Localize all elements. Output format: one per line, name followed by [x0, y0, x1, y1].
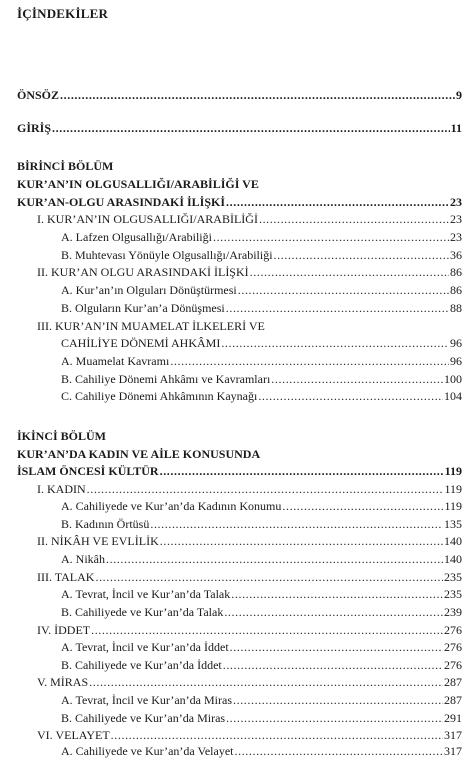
toc-entry-title: A. Tevrat, İncil ve Kur’an’da Talak	[61, 587, 231, 601]
toc-page-number: 140	[444, 534, 462, 548]
toc-entry	[37, 674, 462, 690]
dot-leader	[231, 586, 443, 602]
toc-page-number: 104	[444, 389, 462, 403]
toc-entry-title: I. KUR’AN’IN OLGUSALLIĞI/ARABİLİĞİ	[37, 212, 258, 226]
toc-entry-title: II. KUR’AN OLGU ARASINDAKİ İLİŞKİ	[37, 265, 249, 279]
toc-page-number: 23	[450, 195, 462, 209]
toc-entry	[61, 551, 462, 567]
toc-entry	[61, 604, 462, 620]
dot-leader	[271, 371, 443, 387]
toc-page-number: 36	[450, 248, 462, 262]
toc-page-number: 9	[456, 88, 462, 102]
toc-entry-title: A. Tevrat, İncil ve Kur’an’da İddet	[61, 640, 229, 654]
toc-entry-giris	[17, 120, 462, 136]
toc-entry-title: ÖNSÖZ	[17, 88, 60, 102]
toc-page-number: 291	[444, 711, 462, 725]
dot-leader	[226, 710, 443, 726]
dot-leader	[60, 87, 455, 103]
toc-entry-title: A. Muamelat Kavramı	[61, 354, 170, 368]
dot-leader	[106, 551, 443, 567]
toc-page-number: 140	[444, 552, 462, 566]
toc-entry	[37, 481, 462, 497]
toc-page-number: 317	[444, 744, 462, 758]
toc-page-number: 276	[444, 623, 462, 637]
toc-entry-title: II. NİKÂH VE EVLİLİK	[37, 534, 159, 548]
toc-entry	[61, 498, 462, 514]
dot-leader	[230, 639, 443, 655]
toc-entry-title: B. Cahiliyede ve Kur’an’da İddet	[61, 658, 222, 672]
dot-leader	[111, 727, 443, 743]
toc-page-number: 287	[444, 693, 462, 707]
toc-entry	[61, 335, 462, 351]
toc-entry-title: C. Cahiliye Dönemi Ahkâmının Kaynağı	[61, 389, 258, 403]
toc-entry-title: A. Lafzen Olgusallığı/Arabiliği	[61, 230, 212, 244]
toc-entry	[37, 264, 462, 280]
toc-entry-title: İSLAM ÖNCESİ KÜLTÜR	[17, 464, 159, 478]
toc-entry-title: A. Nikâh	[61, 552, 105, 566]
toc-entry-title: B. Cahiliyede ve Kur’an’da Miras	[61, 711, 226, 725]
toc-entry	[61, 371, 462, 387]
toc-entry-title: A. Cahiliyede ve Kur’an’da Velayet	[61, 744, 234, 758]
toc-page-number: 135	[444, 517, 462, 531]
toc-entry-title: B. Cahiliyede ve Kur’an’da Talak	[61, 605, 224, 619]
toc-entry	[61, 247, 462, 263]
toc-entry	[61, 639, 462, 655]
dot-leader	[170, 353, 449, 369]
toc-entry-title: A. Kur’an’ın Olguları Dönüştürmesi	[61, 283, 237, 297]
part-label: BİRİNCİ BÖLÜM	[17, 159, 114, 173]
toc-entry-title: V. MİRAS	[37, 675, 89, 689]
toc-entry-title: B. Kadının Örtüsü	[61, 517, 150, 531]
dot-leader	[213, 229, 449, 245]
dot-leader	[282, 498, 443, 514]
toc-entry	[61, 586, 462, 602]
dot-leader	[91, 622, 443, 638]
toc-entry-title: GİRİŞ	[17, 121, 52, 135]
toc-entry	[61, 388, 462, 404]
dot-leader	[224, 604, 443, 620]
toc-entry	[37, 211, 462, 227]
toc-entry	[37, 727, 462, 743]
dot-leader	[226, 300, 449, 316]
dot-leader	[233, 692, 443, 708]
toc-entry-title: CAHİLİYE DÖNEMİ AHKÂMI	[61, 336, 221, 350]
toc-entry	[61, 353, 462, 369]
dot-leader	[259, 211, 449, 227]
toc-page-number: 276	[444, 658, 462, 672]
toc-entry	[61, 282, 462, 298]
dot-leader	[95, 569, 443, 585]
toc-page-number: 317	[444, 728, 462, 742]
toc-entry-title: KUR’AN-OLGU ARASINDAKİ İLİŞKİ	[17, 195, 226, 209]
toc-page-number: 86	[450, 283, 462, 297]
dot-leader	[160, 463, 444, 479]
toc-entry	[61, 300, 462, 316]
toc-entry-title: A. Tevrat, İncil ve Kur’an’da Miras	[61, 693, 232, 707]
toc-entry	[61, 516, 462, 532]
dot-leader	[87, 481, 444, 497]
toc-entry-title: B. Cahiliye Dönemi Ahkâmı ve Kavramları	[61, 372, 271, 386]
toc-entry-title: I. KADIN	[37, 482, 86, 496]
toc-entry-title: VI. VELAYET	[37, 728, 110, 742]
toc-entry-title: B. Muhtevası Yönüyle Olgusallığı/Arabiliği	[61, 248, 273, 262]
dot-leader	[235, 743, 444, 759]
toc-page-number: 86	[450, 265, 462, 279]
toc-heading: İÇİNDEKİLER	[17, 6, 109, 21]
toc-page-number: 23	[450, 212, 462, 226]
dot-leader	[160, 533, 443, 549]
toc-entry-part2	[17, 463, 462, 479]
dot-leader	[258, 388, 443, 404]
dot-leader	[221, 335, 449, 351]
toc-entry-title: A. Cahiliyede ve Kur’an’da Kadının Konumu	[61, 499, 282, 513]
toc-page-number: 23	[450, 230, 462, 244]
toc-page-number: 276	[444, 640, 462, 654]
toc-page-number: 235	[444, 570, 462, 584]
dot-leader	[89, 674, 443, 690]
toc-page-number: 119	[444, 499, 462, 513]
toc-page-number: 119	[444, 482, 462, 496]
toc-entry-title: III. TALAK	[37, 570, 95, 584]
toc-entry	[61, 692, 462, 708]
toc-page-number: 11	[450, 121, 462, 135]
dot-leader	[238, 282, 449, 298]
toc-page-number: 235	[444, 587, 462, 601]
toc-entry	[61, 710, 462, 726]
toc-entry	[37, 569, 462, 585]
dot-leader	[52, 120, 450, 136]
dot-leader	[250, 264, 449, 280]
toc-page-number: 88	[450, 301, 462, 315]
toc-entry	[61, 229, 462, 245]
dot-leader	[226, 194, 449, 210]
part-label: İKİNCİ BÖLÜM	[17, 429, 107, 443]
dot-leader	[274, 247, 449, 263]
toc-entry-title: III. KUR’AN’IN MUAMELAT İLKELERİ VE	[37, 319, 265, 333]
toc-entry	[37, 622, 462, 638]
toc-page-number: 96	[450, 336, 462, 350]
part-title: KUR’AN’IN OLGUSALLIĞI/ARABİLİĞİ VE	[17, 177, 259, 191]
dot-leader	[223, 657, 443, 673]
toc-entry	[61, 657, 462, 673]
toc-entry	[37, 533, 462, 549]
part-title: KUR’AN’DA KADIN VE AİLE KONUSUNDA	[17, 447, 261, 461]
toc-page-number: 119	[444, 464, 462, 478]
toc-entry-part1	[17, 194, 462, 210]
dot-leader	[150, 516, 443, 532]
toc-entry-onsoz	[17, 87, 462, 103]
toc-entry-title: IV. İDDET	[37, 623, 91, 637]
toc-page-number: 287	[444, 675, 462, 689]
toc-entry-title: B. Olguların Kur’an’a Dönüşmesi	[61, 301, 225, 315]
toc-page-number: 239	[444, 605, 462, 619]
toc-page-number: 96	[450, 354, 462, 368]
toc-entry	[61, 743, 462, 759]
toc-page-number: 100	[444, 372, 462, 386]
